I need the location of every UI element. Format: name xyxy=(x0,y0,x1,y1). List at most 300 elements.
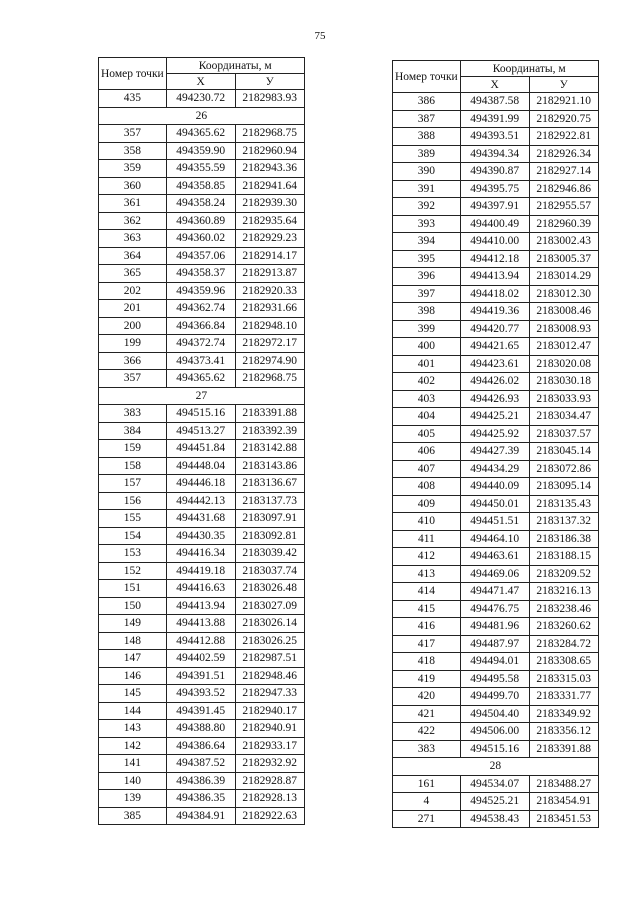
point-number-cell: 404 xyxy=(393,408,461,426)
coordinates-table-left xyxy=(98,57,305,825)
point-number-cell: 416 xyxy=(393,618,461,636)
point-number-cell: 142 xyxy=(99,737,167,755)
table-row xyxy=(99,160,305,178)
x-coordinate-cell: 494413.94 xyxy=(166,597,235,615)
x-coordinate-cell: 494416.34 xyxy=(166,545,235,563)
table-row xyxy=(393,215,599,233)
x-coordinate-cell: 494359.90 xyxy=(166,142,235,160)
point-number-cell: 147 xyxy=(99,650,167,668)
y-coordinate-cell: 2182920.33 xyxy=(235,282,304,300)
y-coordinate-cell: 2182931.66 xyxy=(235,300,304,318)
point-number-cell: 357 xyxy=(99,370,167,388)
x-coordinate-cell: 494358.37 xyxy=(166,265,235,283)
table-row xyxy=(99,667,305,685)
x-coordinate-cell: 494388.80 xyxy=(166,720,235,738)
y-coordinate-cell: 2183391.88 xyxy=(529,740,598,758)
y-coordinate-cell: 2182914.17 xyxy=(235,247,304,265)
table-row xyxy=(99,527,305,545)
y-coordinate-cell: 2182940.17 xyxy=(235,702,304,720)
table-row xyxy=(99,90,305,108)
y-coordinate-cell: 2183392.39 xyxy=(235,422,304,440)
point-number-cell: 422 xyxy=(393,723,461,741)
table-row xyxy=(99,702,305,720)
table-row xyxy=(393,565,599,583)
table-row xyxy=(393,775,599,793)
table-row xyxy=(393,705,599,723)
y-coordinate-cell: 2183095.14 xyxy=(529,478,598,496)
table-row xyxy=(393,478,599,496)
table-row xyxy=(393,303,599,321)
x-coordinate-cell: 494400.49 xyxy=(460,215,529,233)
y-coordinate-cell: 2182972.17 xyxy=(235,335,304,353)
table-row xyxy=(393,163,599,181)
x-coordinate-cell: 494360.02 xyxy=(166,230,235,248)
x-coordinate-cell: 494397.91 xyxy=(460,198,529,216)
point-number-cell: 399 xyxy=(393,320,461,338)
table-row xyxy=(99,720,305,738)
section-number: 26 xyxy=(99,107,305,125)
point-number-cell: 410 xyxy=(393,513,461,531)
x-coordinate-cell: 494421.65 xyxy=(460,338,529,356)
point-number-cell: 419 xyxy=(393,670,461,688)
y-coordinate-cell: 2182948.10 xyxy=(235,317,304,335)
y-coordinate-cell: 2183026.14 xyxy=(235,615,304,633)
point-number-cell: 199 xyxy=(99,335,167,353)
x-coordinate-cell: 494394.34 xyxy=(460,145,529,163)
point-number-cell: 393 xyxy=(393,215,461,233)
y-coordinate-cell: 2182933.17 xyxy=(235,737,304,755)
point-number-cell: 161 xyxy=(393,775,461,793)
table-row xyxy=(393,408,599,426)
y-coordinate-cell: 2183137.32 xyxy=(529,513,598,531)
table-row xyxy=(99,790,305,808)
y-coordinate-cell: 2182955.57 xyxy=(529,198,598,216)
y-coordinate-cell: 2182960.94 xyxy=(235,142,304,160)
table-row xyxy=(99,212,305,230)
y-header: У xyxy=(235,74,304,90)
table-row xyxy=(99,632,305,650)
y-coordinate-cell: 2183188.15 xyxy=(529,548,598,566)
table-row xyxy=(393,495,599,513)
point-number-cell: 401 xyxy=(393,355,461,373)
x-coordinate-cell: 494448.04 xyxy=(166,457,235,475)
x-coordinate-cell: 494423.61 xyxy=(460,355,529,373)
y-coordinate-cell: 2182913.87 xyxy=(235,265,304,283)
y-coordinate-cell: 2182948.46 xyxy=(235,667,304,685)
table-row xyxy=(99,562,305,580)
table-row xyxy=(99,457,305,475)
x-coordinate-cell: 494506.00 xyxy=(460,723,529,741)
point-number-cell: 271 xyxy=(393,810,461,828)
y-coordinate-cell: 2183034.47 xyxy=(529,408,598,426)
table-row xyxy=(99,370,305,388)
x-coordinate-cell: 494386.39 xyxy=(166,772,235,790)
y-coordinate-cell: 2183045.14 xyxy=(529,443,598,461)
point-number-cell: 364 xyxy=(99,247,167,265)
table-row xyxy=(99,247,305,265)
x-coordinate-cell: 494504.40 xyxy=(460,705,529,723)
y-coordinate-cell: 2183026.25 xyxy=(235,632,304,650)
y-coordinate-cell: 2182940.91 xyxy=(235,720,304,738)
x-coordinate-cell: 494386.64 xyxy=(166,737,235,755)
x-coordinate-cell: 494230.72 xyxy=(166,90,235,108)
y-coordinate-cell: 2183012.47 xyxy=(529,338,598,356)
x-coordinate-cell: 494412.18 xyxy=(460,250,529,268)
table-row xyxy=(393,740,599,758)
x-coordinate-cell: 494390.87 xyxy=(460,163,529,181)
table-row xyxy=(393,583,599,601)
x-coordinate-cell: 494425.21 xyxy=(460,408,529,426)
point-number-cell: 151 xyxy=(99,580,167,598)
point-number-cell: 155 xyxy=(99,510,167,528)
x-coordinate-cell: 494425.92 xyxy=(460,425,529,443)
table-row xyxy=(393,390,599,408)
x-coordinate-cell: 494451.51 xyxy=(460,513,529,531)
y-coordinate-cell: 2183037.74 xyxy=(235,562,304,580)
point-number-cell: 421 xyxy=(393,705,461,723)
y-coordinate-cell: 2182921.10 xyxy=(529,93,598,111)
y-coordinate-cell: 2183137.73 xyxy=(235,492,304,510)
y-coordinate-cell: 2182927.14 xyxy=(529,163,598,181)
y-coordinate-cell: 2183216.13 xyxy=(529,583,598,601)
x-coordinate-cell: 494442.13 xyxy=(166,492,235,510)
y-coordinate-cell: 2183030.18 xyxy=(529,373,598,391)
table-row xyxy=(99,650,305,668)
x-coordinate-cell: 494420.77 xyxy=(460,320,529,338)
y-coordinate-cell: 2183284.72 xyxy=(529,635,598,653)
x-coordinate-cell: 494515.16 xyxy=(166,405,235,423)
y-coordinate-cell: 2183135.43 xyxy=(529,495,598,513)
point-number-cell: 387 xyxy=(393,110,461,128)
x-coordinate-cell: 494450.01 xyxy=(460,495,529,513)
coordinates-header: Координаты, м xyxy=(166,58,304,74)
y-coordinate-cell: 2183072.86 xyxy=(529,460,598,478)
y-coordinate-cell: 2183097.91 xyxy=(235,510,304,528)
point-number-cell: 417 xyxy=(393,635,461,653)
table-row xyxy=(99,685,305,703)
x-coordinate-cell: 494431.68 xyxy=(166,510,235,528)
section-number: 27 xyxy=(99,387,305,405)
point-number-cell: 357 xyxy=(99,125,167,143)
point-number-header: Номер точки xyxy=(393,61,461,93)
point-number-cell: 139 xyxy=(99,790,167,808)
point-number-cell: 383 xyxy=(99,405,167,423)
x-coordinate-cell: 494410.00 xyxy=(460,233,529,251)
table-row xyxy=(99,737,305,755)
point-number-cell: 420 xyxy=(393,688,461,706)
point-number-cell: 361 xyxy=(99,195,167,213)
x-coordinate-cell: 494355.59 xyxy=(166,160,235,178)
point-number-cell: 391 xyxy=(393,180,461,198)
point-number-cell: 384 xyxy=(99,422,167,440)
point-number-cell: 400 xyxy=(393,338,461,356)
point-number-cell: 394 xyxy=(393,233,461,251)
y-coordinate-cell: 2182922.63 xyxy=(235,807,304,825)
point-number-cell: 200 xyxy=(99,317,167,335)
table-row xyxy=(393,670,599,688)
section-number: 28 xyxy=(393,758,599,776)
point-number-cell: 388 xyxy=(393,128,461,146)
table-row xyxy=(393,810,599,828)
point-number-cell: 360 xyxy=(99,177,167,195)
x-coordinate-cell: 494395.75 xyxy=(460,180,529,198)
point-number-cell: 397 xyxy=(393,285,461,303)
point-number-cell: 146 xyxy=(99,667,167,685)
y-coordinate-cell: 2183209.52 xyxy=(529,565,598,583)
x-coordinate-cell: 494440.09 xyxy=(460,478,529,496)
point-number-cell: 411 xyxy=(393,530,461,548)
y-coordinate-cell: 2182987.51 xyxy=(235,650,304,668)
x-header: X xyxy=(166,74,235,90)
x-coordinate-cell: 494393.52 xyxy=(166,685,235,703)
point-number-cell: 201 xyxy=(99,300,167,318)
table-row xyxy=(393,513,599,531)
table-row xyxy=(393,618,599,636)
y-coordinate-cell: 2183238.46 xyxy=(529,600,598,618)
point-number-cell: 156 xyxy=(99,492,167,510)
table-row xyxy=(393,338,599,356)
y-coordinate-cell: 2183002.43 xyxy=(529,233,598,251)
x-coordinate-cell: 494358.24 xyxy=(166,195,235,213)
y-coordinate-cell: 2183008.93 xyxy=(529,320,598,338)
y-coordinate-cell: 2182983.93 xyxy=(235,90,304,108)
y-coordinate-cell: 2182941.64 xyxy=(235,177,304,195)
x-coordinate-cell: 494451.84 xyxy=(166,440,235,458)
table-row xyxy=(393,793,599,811)
point-number-cell: 408 xyxy=(393,478,461,496)
x-coordinate-cell: 494427.39 xyxy=(460,443,529,461)
table-row xyxy=(99,422,305,440)
table-row xyxy=(393,180,599,198)
point-number-cell: 390 xyxy=(393,163,461,181)
y-coordinate-cell: 2183020.08 xyxy=(529,355,598,373)
x-coordinate-cell: 494391.99 xyxy=(460,110,529,128)
table-row xyxy=(99,125,305,143)
x-coordinate-cell: 494413.88 xyxy=(166,615,235,633)
point-number-cell: 154 xyxy=(99,527,167,545)
table-row xyxy=(393,355,599,373)
y-coordinate-cell: 2182947.33 xyxy=(235,685,304,703)
x-coordinate-cell: 494513.27 xyxy=(166,422,235,440)
point-number-cell: 407 xyxy=(393,460,461,478)
y-coordinate-cell: 2182935.64 xyxy=(235,212,304,230)
x-coordinate-cell: 494469.06 xyxy=(460,565,529,583)
x-coordinate-cell: 494464.10 xyxy=(460,530,529,548)
point-number-cell: 148 xyxy=(99,632,167,650)
table-row xyxy=(99,335,305,353)
x-coordinate-cell: 494387.52 xyxy=(166,755,235,773)
table-row xyxy=(99,597,305,615)
x-coordinate-cell: 494476.75 xyxy=(460,600,529,618)
table-row xyxy=(393,268,599,286)
point-number-cell: 143 xyxy=(99,720,167,738)
point-number-cell: 366 xyxy=(99,352,167,370)
point-number-cell: 144 xyxy=(99,702,167,720)
section-row xyxy=(99,107,305,125)
table-row xyxy=(99,177,305,195)
x-coordinate-cell: 494463.61 xyxy=(460,548,529,566)
table-row xyxy=(99,615,305,633)
point-number-cell: 202 xyxy=(99,282,167,300)
x-coordinate-cell: 494416.63 xyxy=(166,580,235,598)
x-coordinate-cell: 494534.07 xyxy=(460,775,529,793)
table-header-row xyxy=(99,58,305,74)
x-coordinate-cell: 494366.84 xyxy=(166,317,235,335)
table-row xyxy=(393,688,599,706)
point-number-cell: 383 xyxy=(393,740,461,758)
table-row xyxy=(393,233,599,251)
y-coordinate-cell: 2183012.30 xyxy=(529,285,598,303)
coordinates-header: Координаты, м xyxy=(460,61,598,77)
x-coordinate-cell: 494387.58 xyxy=(460,93,529,111)
y-coordinate-cell: 2182968.75 xyxy=(235,370,304,388)
table-row xyxy=(99,755,305,773)
table-row xyxy=(99,300,305,318)
y-coordinate-cell: 2183014.29 xyxy=(529,268,598,286)
table-row xyxy=(393,93,599,111)
point-number-cell: 413 xyxy=(393,565,461,583)
x-coordinate-cell: 494358.85 xyxy=(166,177,235,195)
y-coordinate-cell: 2183315.03 xyxy=(529,670,598,688)
table-row xyxy=(393,320,599,338)
point-number-cell: 392 xyxy=(393,198,461,216)
x-coordinate-cell: 494362.74 xyxy=(166,300,235,318)
y-coordinate-cell: 2183451.53 xyxy=(529,810,598,828)
point-number-cell: 412 xyxy=(393,548,461,566)
point-number-cell: 395 xyxy=(393,250,461,268)
table-row xyxy=(393,460,599,478)
table-row xyxy=(393,373,599,391)
table-row xyxy=(393,128,599,146)
x-coordinate-cell: 494538.43 xyxy=(460,810,529,828)
point-number-cell: 398 xyxy=(393,303,461,321)
table-row xyxy=(393,548,599,566)
x-coordinate-cell: 494365.62 xyxy=(166,125,235,143)
point-number-cell: 418 xyxy=(393,653,461,671)
table-row xyxy=(99,195,305,213)
x-coordinate-cell: 494413.94 xyxy=(460,268,529,286)
y-coordinate-cell: 2183026.48 xyxy=(235,580,304,598)
x-coordinate-cell: 494515.16 xyxy=(460,740,529,758)
table-row xyxy=(99,807,305,825)
y-coordinate-cell: 2182926.34 xyxy=(529,145,598,163)
y-coordinate-cell: 2182939.30 xyxy=(235,195,304,213)
x-coordinate-cell: 494525.21 xyxy=(460,793,529,811)
x-coordinate-cell: 494384.91 xyxy=(166,807,235,825)
x-coordinate-cell: 494402.59 xyxy=(166,650,235,668)
x-coordinate-cell: 494412.88 xyxy=(166,632,235,650)
point-number-cell: 141 xyxy=(99,755,167,773)
x-coordinate-cell: 494446.18 xyxy=(166,475,235,493)
x-coordinate-cell: 494372.74 xyxy=(166,335,235,353)
point-number-cell: 386 xyxy=(393,93,461,111)
y-coordinate-cell: 2183186.38 xyxy=(529,530,598,548)
table-row xyxy=(99,265,305,283)
y-header: У xyxy=(529,77,598,93)
point-number-header: Номер точки xyxy=(99,58,167,90)
table-row xyxy=(99,772,305,790)
point-number-cell: 150 xyxy=(99,597,167,615)
table-row xyxy=(393,285,599,303)
point-number-cell: 402 xyxy=(393,373,461,391)
table-row xyxy=(393,425,599,443)
table-row xyxy=(393,635,599,653)
x-coordinate-cell: 494487.97 xyxy=(460,635,529,653)
table-row xyxy=(393,198,599,216)
x-coordinate-cell: 494386.35 xyxy=(166,790,235,808)
table-row xyxy=(99,142,305,160)
y-coordinate-cell: 2182928.87 xyxy=(235,772,304,790)
x-coordinate-cell: 494426.93 xyxy=(460,390,529,408)
y-coordinate-cell: 2182946.86 xyxy=(529,180,598,198)
table-row xyxy=(393,653,599,671)
y-coordinate-cell: 2183092.81 xyxy=(235,527,304,545)
table-row xyxy=(99,440,305,458)
point-number-cell: 145 xyxy=(99,685,167,703)
x-coordinate-cell: 494373.41 xyxy=(166,352,235,370)
x-coordinate-cell: 494419.18 xyxy=(166,562,235,580)
point-number-cell: 149 xyxy=(99,615,167,633)
y-coordinate-cell: 2182932.92 xyxy=(235,755,304,773)
x-coordinate-cell: 494359.96 xyxy=(166,282,235,300)
point-number-cell: 403 xyxy=(393,390,461,408)
page-number: 75 xyxy=(314,30,326,42)
x-coordinate-cell: 494481.96 xyxy=(460,618,529,636)
x-coordinate-cell: 494391.51 xyxy=(166,667,235,685)
y-coordinate-cell: 2182928.13 xyxy=(235,790,304,808)
point-number-cell: 409 xyxy=(393,495,461,513)
point-number-cell: 159 xyxy=(99,440,167,458)
table-header-row xyxy=(393,61,599,77)
point-number-cell: 385 xyxy=(99,807,167,825)
y-coordinate-cell: 2183143.86 xyxy=(235,457,304,475)
point-number-cell: 415 xyxy=(393,600,461,618)
y-coordinate-cell: 2183142.88 xyxy=(235,440,304,458)
x-coordinate-cell: 494357.06 xyxy=(166,247,235,265)
x-coordinate-cell: 494391.45 xyxy=(166,702,235,720)
table-row xyxy=(99,317,305,335)
table-row xyxy=(393,530,599,548)
point-number-cell: 157 xyxy=(99,475,167,493)
x-coordinate-cell: 494426.02 xyxy=(460,373,529,391)
y-coordinate-cell: 2182960.39 xyxy=(529,215,598,233)
y-coordinate-cell: 2183136.67 xyxy=(235,475,304,493)
point-number-cell: 414 xyxy=(393,583,461,601)
y-coordinate-cell: 2182929.23 xyxy=(235,230,304,248)
point-number-cell: 365 xyxy=(99,265,167,283)
y-coordinate-cell: 2183027.09 xyxy=(235,597,304,615)
x-coordinate-cell: 494434.29 xyxy=(460,460,529,478)
section-row xyxy=(99,387,305,405)
point-number-cell: 158 xyxy=(99,457,167,475)
y-coordinate-cell: 2183039.42 xyxy=(235,545,304,563)
table-row xyxy=(99,492,305,510)
table-row xyxy=(99,510,305,528)
table-row xyxy=(99,230,305,248)
table-row xyxy=(99,352,305,370)
point-number-cell: 140 xyxy=(99,772,167,790)
y-coordinate-cell: 2183308.65 xyxy=(529,653,598,671)
x-coordinate-cell: 494419.36 xyxy=(460,303,529,321)
point-number-cell: 406 xyxy=(393,443,461,461)
point-number-cell: 362 xyxy=(99,212,167,230)
y-coordinate-cell: 2183008.46 xyxy=(529,303,598,321)
table-row xyxy=(393,723,599,741)
x-coordinate-cell: 494365.62 xyxy=(166,370,235,388)
y-coordinate-cell: 2183391.88 xyxy=(235,405,304,423)
point-number-cell: 396 xyxy=(393,268,461,286)
point-number-cell: 363 xyxy=(99,230,167,248)
